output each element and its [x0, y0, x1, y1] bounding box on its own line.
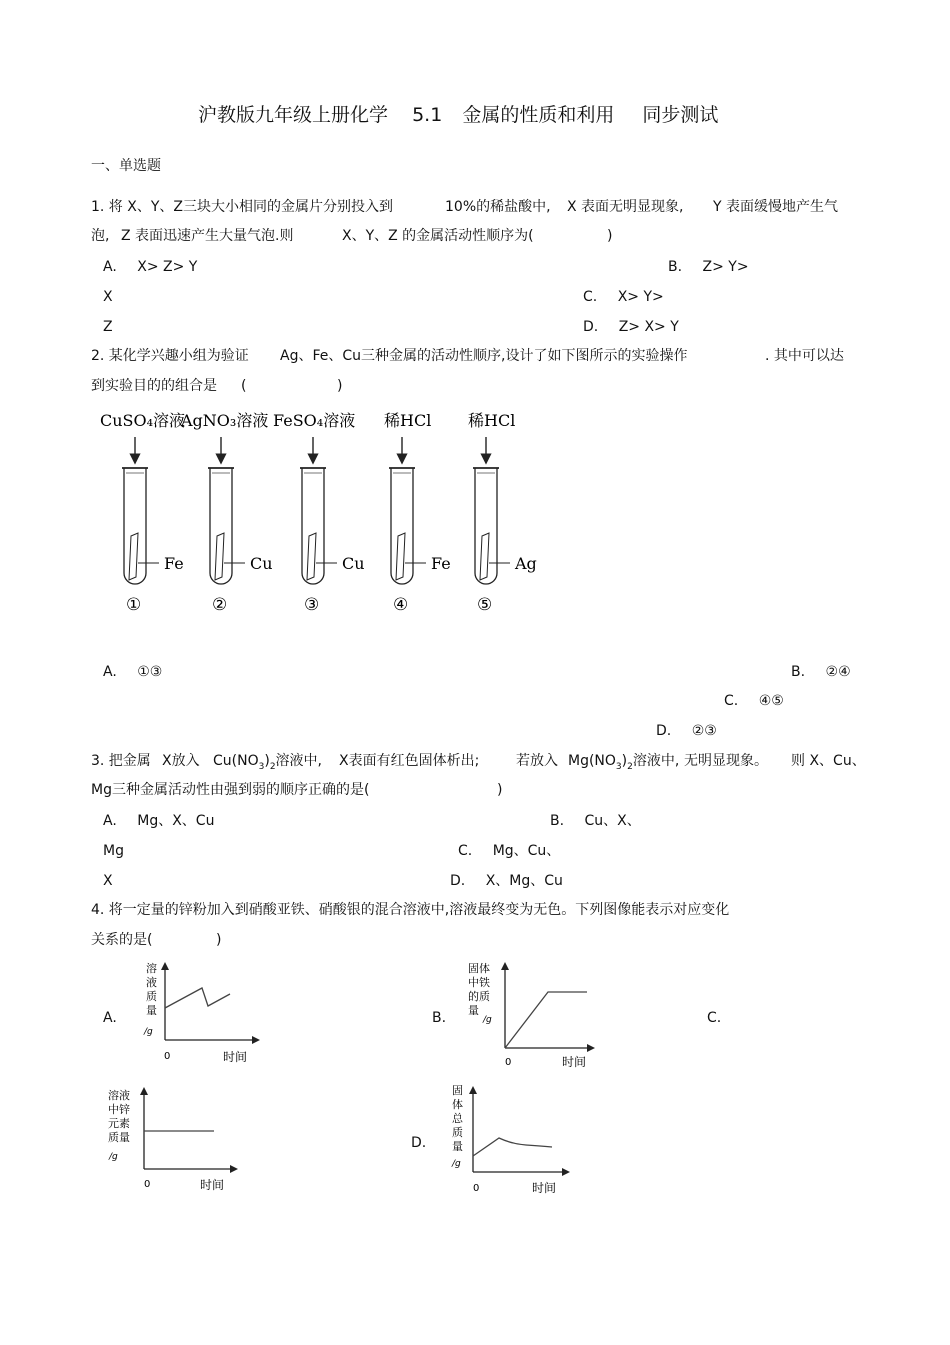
- q3-option-c-cont: X: [103, 873, 113, 889]
- graph-c-origin: 0: [144, 1179, 151, 1190]
- tube-5-metal-strip: [480, 533, 489, 580]
- q1-option-b-text: Z> Y>: [702, 259, 749, 275]
- graph-c-unit: /g: [109, 1152, 118, 1162]
- q3-line1-i: 无明显现象。: [684, 753, 768, 769]
- q3-option-c[interactable]: [458, 842, 560, 860]
- tube-2-metal-label: Cu: [250, 554, 273, 573]
- q1-option-b[interactable]: [668, 258, 749, 276]
- tube-5-reagent-label: 稀HCl: [468, 411, 516, 430]
- q2-line1-b: Ag、Fe、Cu三种金属的活动性顺序,设计了如下图所示的实验操作: [280, 348, 688, 364]
- q3-line2-a: Mg三种金属活动性由强到弱的顺序正确的是(: [91, 782, 370, 798]
- q2-option-c-label: C.: [724, 693, 739, 709]
- q3-line1-d: 溶液中,: [275, 753, 322, 769]
- q3-option-b[interactable]: [550, 812, 641, 830]
- graph-d-y-arrow: [469, 1086, 477, 1094]
- graph-d-ylabel-2: 体: [452, 1098, 463, 1111]
- q3-formula-cuno3: Cu(NO: [213, 753, 259, 769]
- q2-option-b-text: ②④: [825, 664, 851, 680]
- tube-1-reagent-label: CuSO₄溶液: [100, 411, 186, 430]
- tube-5-number: ⑤: [477, 595, 493, 615]
- q4-option-d[interactable]: D.: [411, 1135, 427, 1151]
- q3-formula-sub3b: 3: [615, 761, 622, 772]
- tube-4-number: ④: [393, 595, 409, 615]
- tube-2-reagent-label: AgNO₃溶液: [181, 411, 269, 430]
- q1-option-d-text: Z> X> Y: [618, 319, 679, 335]
- graph-a-xlabel: 时间: [223, 1050, 248, 1064]
- q3-formula-sub3a: 3: [258, 761, 265, 772]
- graph-c-ylabel-2: 中锌: [108, 1103, 130, 1116]
- q4-option-c[interactable]: C.: [707, 1010, 722, 1026]
- tube-1-metal-strip: [129, 533, 138, 580]
- q2-option-b[interactable]: [791, 663, 851, 681]
- q4-option-b[interactable]: B.: [432, 1010, 447, 1026]
- tube-3-metal-strip: [307, 533, 316, 580]
- graph-b-ylabel-3: 的质: [468, 990, 490, 1003]
- graph-d-ylabel-3: 总: [452, 1112, 463, 1125]
- q2-line2-a: 到实验目的的组合是: [91, 378, 217, 394]
- q3-formula-paren-b: ): [621, 753, 628, 769]
- graph-a-ylabel-4: 量: [146, 1004, 157, 1017]
- q4-line2: 关系的是(: [91, 932, 153, 948]
- tube-3-number: ③: [304, 595, 320, 615]
- tube-3-metal-label: Cu: [342, 554, 365, 573]
- tube-4-metal-label: Fe: [431, 554, 451, 573]
- q1-option-d[interactable]: [583, 318, 679, 336]
- graph-c-y-arrow: [140, 1087, 148, 1095]
- q2-line1-c: . 其中可以达: [765, 348, 844, 364]
- q3-line1-b: X放入: [162, 753, 200, 769]
- q1-option-b-cont: X: [103, 289, 113, 305]
- q3-formula-mgno3: Mg(NO: [568, 753, 616, 769]
- q2-line2-c: ): [337, 378, 343, 394]
- graph-b-x-arrow: [587, 1044, 595, 1052]
- graph-c-x-arrow: [230, 1165, 238, 1173]
- q2-option-d[interactable]: [656, 722, 717, 740]
- q1-line1-d: Y 表面缓慢地产生气: [713, 199, 839, 215]
- graph-c-ylabel-1: 溶液: [108, 1089, 130, 1102]
- tube-1-metal-label: Fe: [164, 554, 184, 573]
- graph-d-curve: [473, 1138, 552, 1156]
- test-tube-figure: [90, 405, 560, 620]
- tube-1-number: ①: [126, 595, 142, 615]
- tube-2-metal-strip: [215, 533, 224, 580]
- graph-a-curve: [165, 988, 230, 1008]
- q1-option-a-label: A.: [103, 259, 117, 275]
- q1-line2-c: X、Y、Z 的金属活动性顺序为(: [342, 228, 534, 244]
- q1-option-c-label: C.: [583, 289, 598, 305]
- q1-option-c-text: X> Y>: [617, 289, 664, 305]
- q1-option-b-label: B.: [668, 259, 683, 275]
- graph-b-origin: 0: [505, 1057, 512, 1068]
- q2-option-a[interactable]: [103, 663, 162, 681]
- graph-c: [108, 1083, 248, 1195]
- q3-option-c-text: Mg、Cu、: [492, 843, 561, 859]
- q3-option-a[interactable]: [103, 812, 214, 830]
- graph-a-unit: /g: [144, 1027, 153, 1037]
- graph-a-ylabel-1: 溶: [146, 962, 157, 975]
- graph-b-ylabel-2: 中铁: [468, 976, 490, 989]
- q1-line1-b: 10%的稀盐酸中,: [445, 199, 551, 215]
- q3-line1-e: X表面有红色固体析出;: [339, 753, 480, 769]
- graph-a-ylabel-3: 质: [146, 990, 157, 1003]
- q4-line1: 4. 将一定量的锌粉加入到硝酸亚铁、硝酸银的混合溶液中,溶液最终变为无色。下列图像能表示对应变化: [91, 902, 730, 918]
- q2-option-a-text: ①③: [137, 664, 163, 680]
- tube-4-metal-strip: [396, 533, 405, 580]
- tube-3-reagent-label: FeSO₄溶液: [273, 411, 356, 430]
- tube-2-number: ②: [212, 595, 228, 615]
- graph-d-origin: 0: [473, 1183, 480, 1194]
- q3-line2-b: ): [497, 782, 503, 798]
- graph-d-ylabel-1: 固: [452, 1084, 463, 1097]
- tube-4-reagent-label: 稀HCl: [384, 411, 432, 430]
- title-part-d: 同步测试: [642, 104, 719, 126]
- q1-option-a[interactable]: [103, 258, 197, 276]
- q3-option-d-label: D.: [450, 873, 466, 889]
- graph-a-origin: 0: [164, 1051, 171, 1062]
- q2-option-b-label: B.: [791, 664, 806, 680]
- title-part-c: 金属的性质和利用: [462, 104, 615, 126]
- graph-b-ylabel-4: 量: [468, 1004, 479, 1017]
- graph-b: [465, 958, 600, 1070]
- graph-d-x-arrow: [562, 1168, 570, 1176]
- q3-option-d-text: X、Mg、Cu: [485, 873, 563, 889]
- graph-c-xlabel: 时间: [200, 1178, 225, 1192]
- q2-option-c[interactable]: [724, 692, 784, 710]
- q3-line1-h: 溶液中,: [632, 753, 680, 769]
- graph-b-xlabel: 时间: [562, 1055, 587, 1069]
- q2-option-c-text: ④⑤: [758, 693, 784, 709]
- q3-line1-g: [568, 752, 679, 776]
- tube-5-metal-label: Ag: [515, 554, 537, 573]
- graph-d: [446, 1080, 581, 1198]
- q3-option-a-text: Mg、X、Cu: [137, 813, 215, 829]
- q3-formula-paren-a: ): [264, 753, 270, 769]
- q2-option-d-text: ②③: [691, 723, 717, 739]
- graph-b-unit: /g: [483, 1015, 492, 1025]
- q4-option-a[interactable]: A.: [103, 1010, 117, 1026]
- graph-d-ylabel-4: 质: [452, 1126, 463, 1139]
- q1-option-c[interactable]: [583, 288, 664, 306]
- q1-line1-a: 1. 将 X、Y、Z三块大小相同的金属片分别投入到: [91, 199, 393, 215]
- q1-line2-b: Z 表面迅速产生大量气泡.则: [121, 228, 294, 244]
- graph-b-curve: [505, 992, 587, 1048]
- graph-b-ylabel-1: 固体: [468, 962, 490, 975]
- graph-b-y-arrow: [501, 962, 509, 970]
- q3-option-b-cont: Mg: [103, 843, 124, 859]
- q3-line1-c: [213, 752, 322, 776]
- q3-line1-a: 3. 把金属: [91, 753, 151, 769]
- q3-option-c-label: C.: [458, 843, 473, 859]
- graph-d-ylabel-5: 量: [452, 1140, 463, 1153]
- q3-line1-j: 则 X、Cu、: [791, 753, 866, 769]
- graph-d-unit: /g: [452, 1159, 461, 1169]
- q3-option-b-label: B.: [550, 813, 565, 829]
- graph-a-y-arrow: [161, 962, 169, 970]
- q3-option-d[interactable]: [450, 872, 563, 890]
- q2-line1-a: 2. 某化学兴趣小组为验证: [91, 348, 249, 364]
- title-part-a: 沪教版九年级上册化学: [198, 104, 389, 126]
- q2-option-d-label: D.: [656, 723, 672, 739]
- graph-a-ylabel-2: 液: [146, 976, 157, 989]
- q1-line1-c: X 表面无明显现象,: [567, 199, 684, 215]
- q3-option-b-text: Cu、X、: [584, 813, 641, 829]
- graph-a-x-arrow: [252, 1036, 260, 1044]
- q1-option-a-text: X> Z> Y: [137, 259, 198, 275]
- q4-line2-b: ): [216, 932, 222, 948]
- q2-option-a-label: A.: [103, 664, 117, 680]
- q1-option-c-cont: Z: [103, 319, 113, 335]
- q1-line2-d: ): [607, 228, 613, 244]
- q3-option-a-label: A.: [103, 813, 117, 829]
- graph-d-xlabel: 时间: [532, 1181, 557, 1195]
- doc-title: [198, 106, 718, 124]
- q3-line1-f: 若放入: [516, 753, 558, 769]
- graph-c-ylabel-3: 元素: [108, 1117, 130, 1130]
- q1-option-d-label: D.: [583, 319, 599, 335]
- q3-formula-sub2a: 2: [269, 761, 276, 772]
- title-part-b: 5.1: [412, 104, 443, 126]
- graph-c-ylabel-4: 质量: [108, 1131, 130, 1144]
- q3-formula-sub2b: 2: [627, 761, 633, 772]
- q2-line2-b: (: [241, 378, 247, 394]
- section-heading: 一、单选题: [91, 158, 161, 174]
- graph-a: [140, 958, 265, 1068]
- q1-line2-a: 泡,: [91, 228, 110, 244]
